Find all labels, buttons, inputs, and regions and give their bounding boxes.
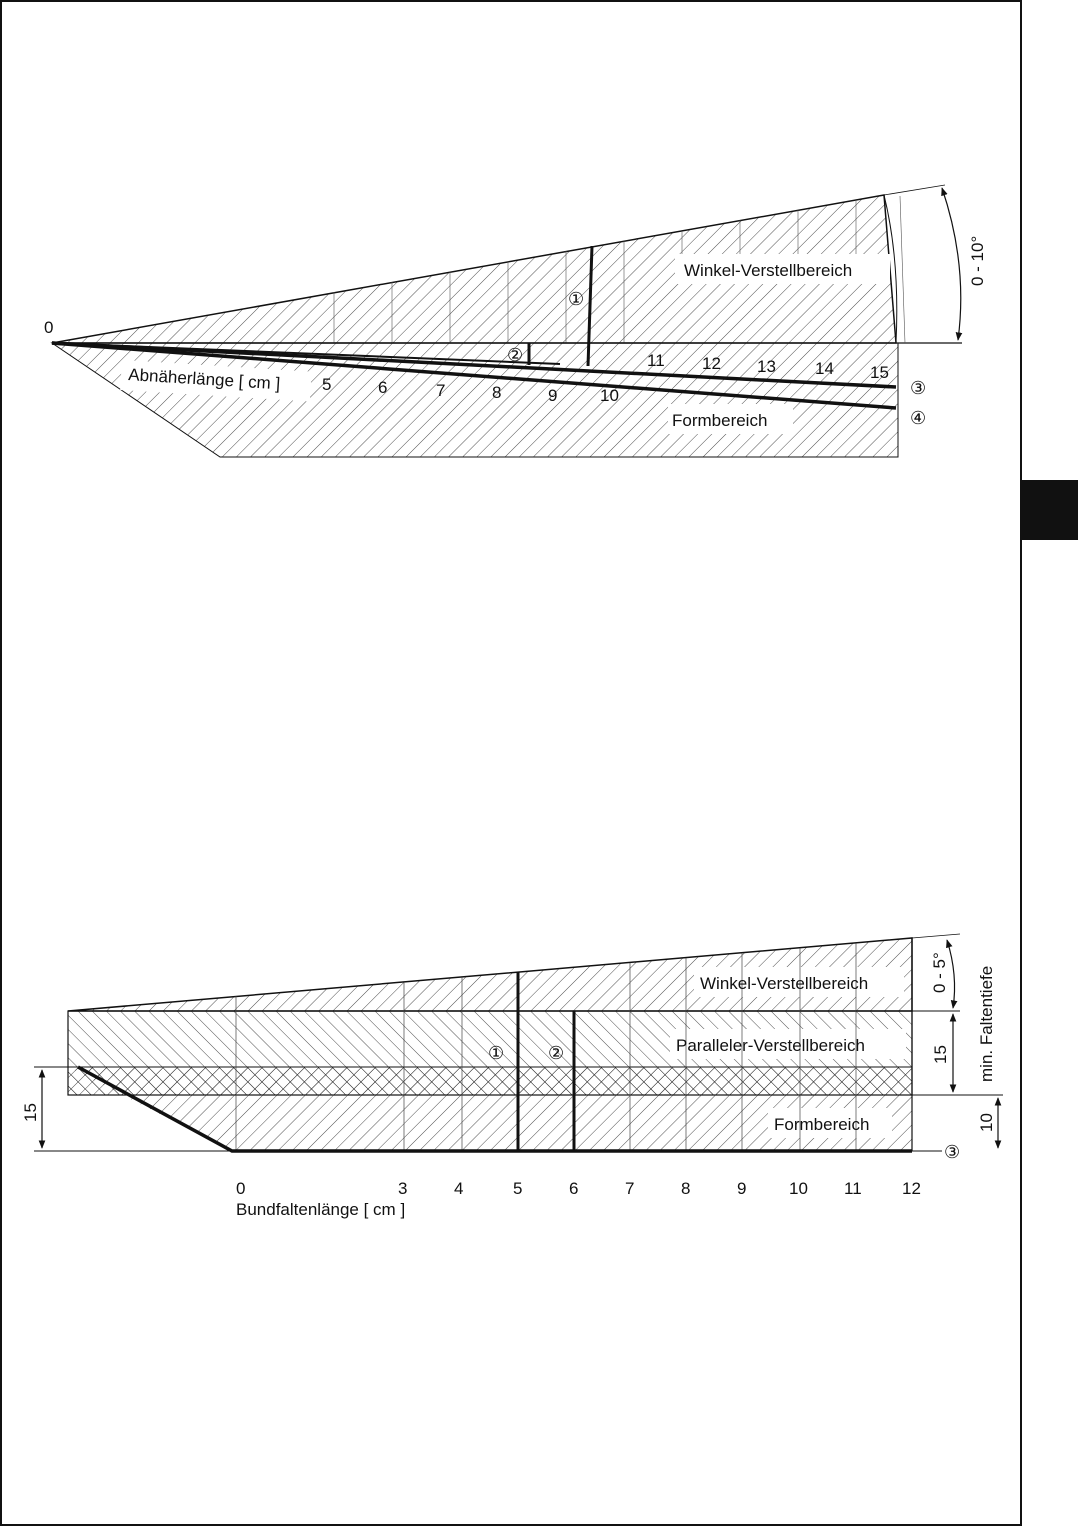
angle-region-label: Winkel-Verstellbereich bbox=[700, 974, 869, 993]
tick-10: 10 bbox=[600, 386, 619, 405]
axis-label: Bundfaltenlänge [ cm ] bbox=[236, 1200, 406, 1219]
tick-0: 0 bbox=[236, 1179, 246, 1198]
tick-5: 5 bbox=[322, 375, 332, 394]
marker-2: ② bbox=[507, 345, 524, 365]
tick-10: 10 bbox=[789, 1179, 808, 1198]
tick-7: 7 bbox=[625, 1179, 635, 1198]
axis-label: Abnäherlänge [ cm ] bbox=[127, 365, 281, 394]
tick-labels bbox=[236, 1179, 921, 1198]
form-region-label: Formbereich bbox=[774, 1115, 870, 1134]
tick-14: 14 bbox=[815, 359, 834, 378]
form-region-label: Formbereich bbox=[672, 411, 768, 430]
origin-label: 0 bbox=[44, 318, 54, 337]
dim-left-label: 15 bbox=[21, 1103, 40, 1122]
tick-4: 4 bbox=[454, 1179, 464, 1198]
tick-13: 13 bbox=[757, 357, 776, 376]
tick-3: 3 bbox=[398, 1179, 408, 1198]
min-depth-label: min. Faltentiefe bbox=[977, 965, 996, 1082]
pleat-length-diagram bbox=[21, 934, 1003, 1219]
parallel-region-label: Paralleler-Verstellbereich bbox=[676, 1036, 865, 1055]
tick-8: 8 bbox=[492, 383, 502, 402]
tick-11: 11 bbox=[844, 1179, 862, 1198]
tick-9: 9 bbox=[548, 386, 558, 405]
dim-form-label: 10 bbox=[977, 1113, 996, 1132]
marker-3: ③ bbox=[910, 378, 927, 398]
angle-label: 0 - 5° bbox=[930, 952, 949, 993]
angle-label: 0 - 10° bbox=[968, 235, 987, 286]
angle-region-label: Winkel-Verstellbereich bbox=[684, 261, 853, 280]
tick-11: 11 bbox=[647, 351, 665, 370]
tick-9: 9 bbox=[737, 1179, 747, 1198]
angle-dimension-arc bbox=[942, 188, 961, 340]
tick-15: 15 bbox=[870, 363, 889, 382]
marker-4: ④ bbox=[910, 408, 927, 428]
marker-3: ③ bbox=[944, 1142, 961, 1162]
tick-7: 7 bbox=[436, 381, 446, 400]
marker-2: ② bbox=[548, 1043, 565, 1063]
tick-8: 8 bbox=[681, 1179, 691, 1198]
dim-parallel-label: 15 bbox=[931, 1045, 950, 1064]
tick-12: 12 bbox=[902, 1179, 921, 1198]
marker-1: ① bbox=[488, 1043, 505, 1063]
dart-length-diagram bbox=[44, 185, 987, 457]
tick-5: 5 bbox=[513, 1179, 523, 1198]
marker-1: ① bbox=[568, 289, 585, 309]
tick-6: 6 bbox=[378, 378, 388, 397]
tick-6: 6 bbox=[569, 1179, 579, 1198]
tick-12: 12 bbox=[702, 354, 721, 373]
